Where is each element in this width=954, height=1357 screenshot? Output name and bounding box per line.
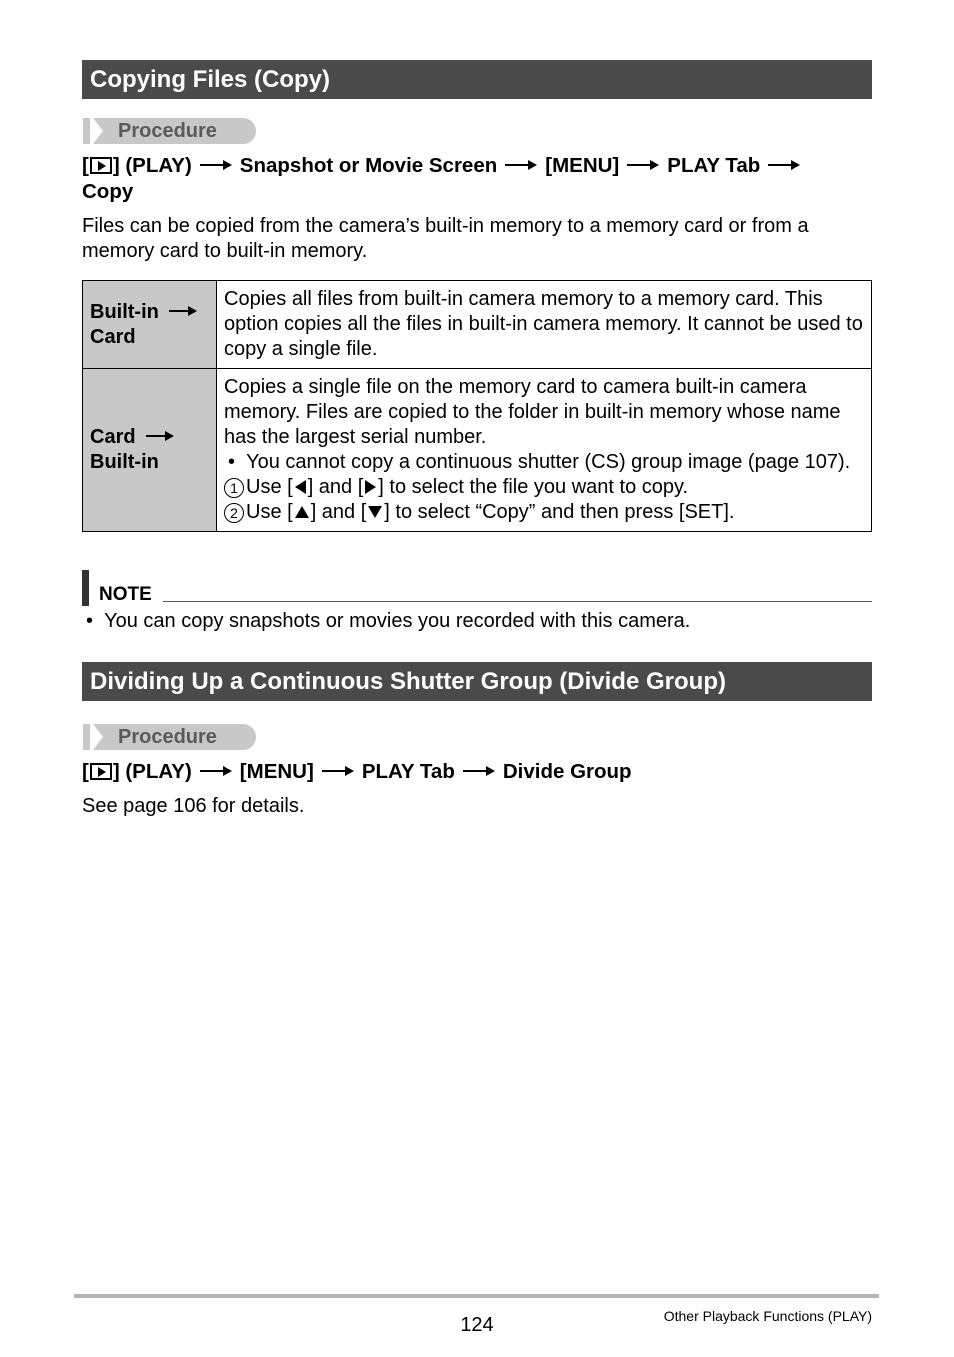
procedure-label: Procedure (118, 120, 217, 142)
option-key-builtin-to-card: Built-in Card (83, 281, 217, 369)
list-item: • You cannot copy a continuous shutter (CS) group image (page 107). (228, 451, 851, 473)
right-triangle-icon (365, 480, 376, 494)
path-step: Divide Group (502, 760, 632, 783)
copy-options-table (82, 280, 872, 532)
circled-number: 1 (224, 478, 244, 498)
right-arrow-icon (463, 765, 495, 777)
intro-text: Files can be copied from the camera’s built-in memory to a memory card or from a memory card to built-in memory. (82, 215, 809, 262)
up-triangle-icon (295, 506, 309, 518)
circled-number: 2 (224, 503, 244, 523)
note-divider (163, 601, 872, 602)
right-arrow-icon (200, 765, 232, 777)
path-step: [MENU] (239, 760, 314, 783)
right-arrow-icon (146, 430, 174, 442)
option-description: Copies all files from built-in camera memory to a memory card. This option copies all the files in built-in camera memory. It cannot be used to copy a single file. (217, 281, 872, 369)
path-step: [MENU] (545, 154, 620, 177)
step-2: 2 Use [ ] and [ ] to select “Copy” and then press [SET]. (224, 500, 864, 525)
menu-path-copy: [ ] (PLAY) Snapshot or Movie Screen [MENU] PLAY Tab Copy (82, 153, 872, 205)
step-1: 1 Use [ ] and [ ] to select the file you want to copy. (224, 475, 864, 500)
right-arrow-icon (200, 159, 232, 171)
path-step: PLAY Tab (361, 760, 455, 783)
menu-path-divide-group: [ ] (PLAY) [MENU] PLAY Tab Divide Group (82, 760, 632, 783)
right-arrow-icon (322, 765, 354, 777)
path-step: Copy (82, 180, 134, 203)
note-label: NOTE (99, 584, 152, 605)
footer-divider (74, 1294, 879, 1298)
page-number: 124 (460, 1314, 494, 1336)
table-row (83, 369, 872, 532)
option-key-card-to-builtin: Card Built-in (83, 369, 217, 532)
table-row (83, 281, 872, 369)
play-button-icon (90, 157, 112, 174)
path-step: Snapshot or Movie Screen (239, 154, 498, 177)
section-heading-copy: Copying Files (Copy) (82, 60, 872, 99)
right-arrow-icon (169, 305, 197, 317)
right-arrow-icon (768, 159, 800, 171)
footer-chapter-title: Other Playback Functions (PLAY) (663, 1308, 872, 1324)
play-button-icon (90, 763, 112, 780)
note-item: • You can copy snapshots or movies you recorded with this camera. (86, 610, 691, 632)
procedure-label: Procedure (118, 726, 217, 748)
option-description: Copies a single file on the memory card to camera built-in camera memory. Files are copied to the folder in built-in memory whose name has the largest serial number. • You cannot copy a continuous shutter (CS) group image (page 107). 1 Use [ ] and [ ] to select the file you want to copy. 2 Use [ ] and [ ] to select “Copy” and then press [SET]. (217, 369, 872, 532)
section-heading-divide-group: Dividing Up a Continuous Shutter Group (Divide Group) (82, 662, 872, 701)
procedure-tag (83, 118, 256, 144)
down-triangle-icon (368, 506, 382, 518)
see-page-text: See page 106 for details. (82, 795, 305, 817)
procedure-tag (83, 724, 256, 750)
path-step: PLAY Tab (667, 154, 761, 177)
right-arrow-icon (505, 159, 537, 171)
left-triangle-icon (295, 480, 306, 494)
note-marker (82, 570, 89, 606)
right-arrow-icon (627, 159, 659, 171)
